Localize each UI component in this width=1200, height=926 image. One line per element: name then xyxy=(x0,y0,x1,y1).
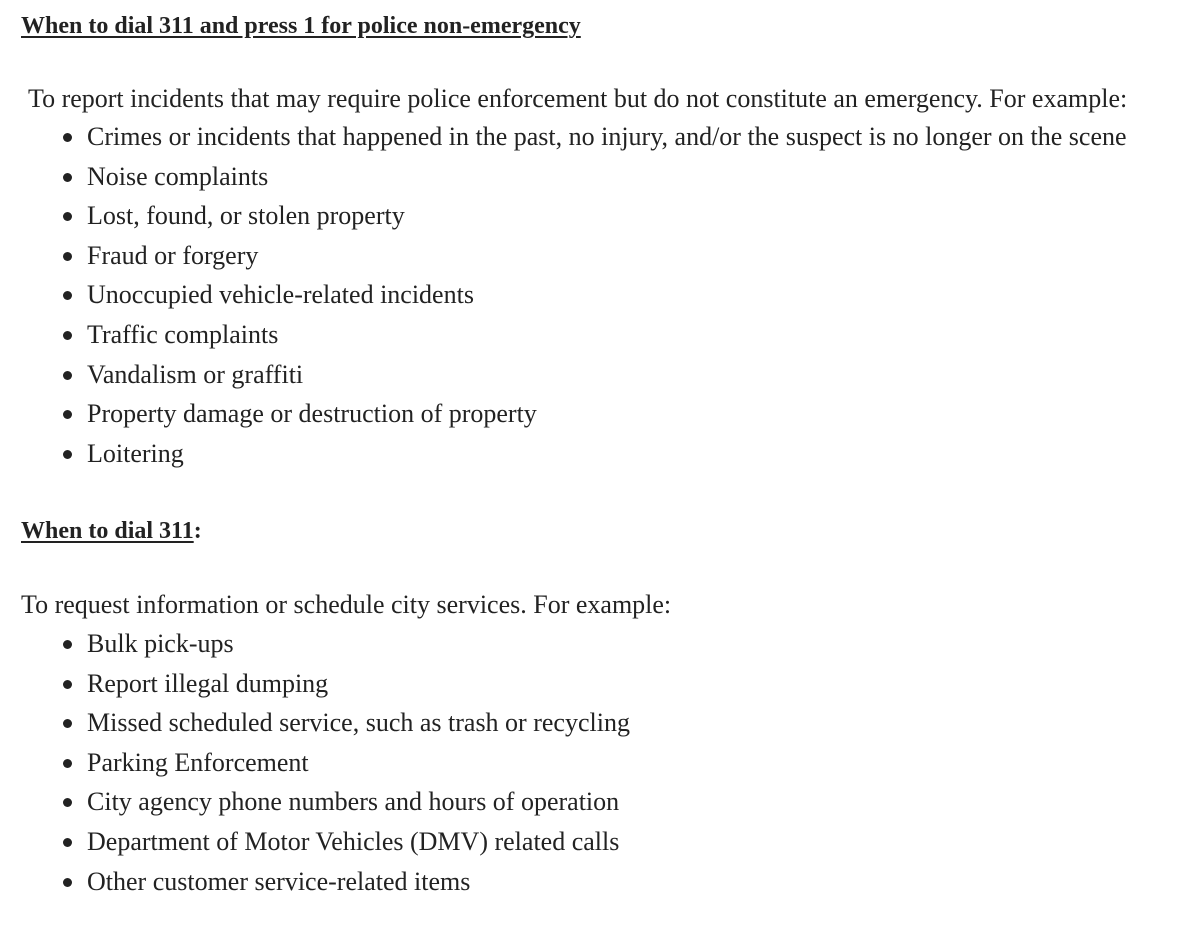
list-item-text: Fraud or forgery xyxy=(87,240,259,270)
list-item xyxy=(63,862,630,902)
police-non-emergency-heading-text: When to dial 311 and press 1 for police non-emergency xyxy=(21,13,581,39)
list-item-text: Bulk pick-ups xyxy=(87,629,234,658)
dial-311-intro: To request information or schedule city services. For example: xyxy=(21,590,672,619)
list-item-text: Report illegal dumping xyxy=(87,668,329,698)
bullet-icon xyxy=(63,252,72,261)
list-item-text: Department of Motor Vehicles (DMV) related calls xyxy=(87,826,620,856)
list-item xyxy=(63,117,1127,157)
list-item-text: Loitering xyxy=(87,438,184,468)
list-item xyxy=(63,394,1127,434)
bullet-icon xyxy=(63,838,72,847)
bullet-icon xyxy=(63,173,72,182)
city-services-list xyxy=(63,624,630,901)
list-item-text: Missed scheduled service, such as trash or recycling xyxy=(87,708,630,738)
list-item xyxy=(63,196,1127,236)
list-item-text: Vandalism or graffiti xyxy=(87,359,304,389)
police-non-emergency-list xyxy=(63,117,1127,473)
bullet-icon xyxy=(63,798,72,807)
list-item xyxy=(63,315,1127,355)
bullet-icon xyxy=(63,331,72,340)
dial-311-heading xyxy=(21,516,202,546)
list-item xyxy=(63,664,630,704)
bullet-icon xyxy=(63,719,72,728)
bullet-icon xyxy=(63,410,72,419)
list-item xyxy=(63,822,630,862)
police-non-emergency-heading xyxy=(21,11,581,41)
list-item-text: Unoccupied vehicle-related incidents xyxy=(87,280,474,310)
bullet-icon xyxy=(63,640,72,649)
list-item-text: Lost, found, or stolen property xyxy=(87,201,405,231)
list-item xyxy=(63,703,630,743)
list-item xyxy=(63,355,1127,395)
bullet-icon xyxy=(63,133,72,142)
bullet-icon xyxy=(63,371,72,380)
list-item-text: Traffic complaints xyxy=(87,319,279,349)
list-item xyxy=(63,743,630,783)
list-item-text: City agency phone numbers and hours of operation xyxy=(87,787,620,817)
bullet-icon xyxy=(63,450,72,459)
bullet-icon xyxy=(63,680,72,689)
dial-311-heading-colon: : xyxy=(193,518,202,544)
list-item xyxy=(63,236,1127,276)
list-item xyxy=(63,275,1127,315)
list-item-text: Crimes or incidents that happened in the past, no injury, and/or the suspect is no longer on the scene xyxy=(87,122,1127,151)
list-item xyxy=(63,157,1127,197)
list-item-text: Other customer service-related items xyxy=(87,866,471,896)
bullet-icon xyxy=(63,212,72,221)
list-item-text: Noise complaints xyxy=(87,161,269,191)
police-non-emergency-intro: To report incidents that may require police enforcement but do not constitute an emergency. For example: xyxy=(28,84,1128,113)
bullet-icon xyxy=(63,759,72,768)
bullet-icon xyxy=(63,878,72,887)
list-item-text: Parking Enforcement xyxy=(87,747,309,777)
list-item xyxy=(63,624,630,664)
list-item xyxy=(63,782,630,822)
list-item-text: Property damage or destruction of property xyxy=(87,399,537,429)
dial-311-heading-text: When to dial 311 xyxy=(21,518,194,544)
list-item xyxy=(63,434,1127,474)
bullet-icon xyxy=(63,291,72,300)
